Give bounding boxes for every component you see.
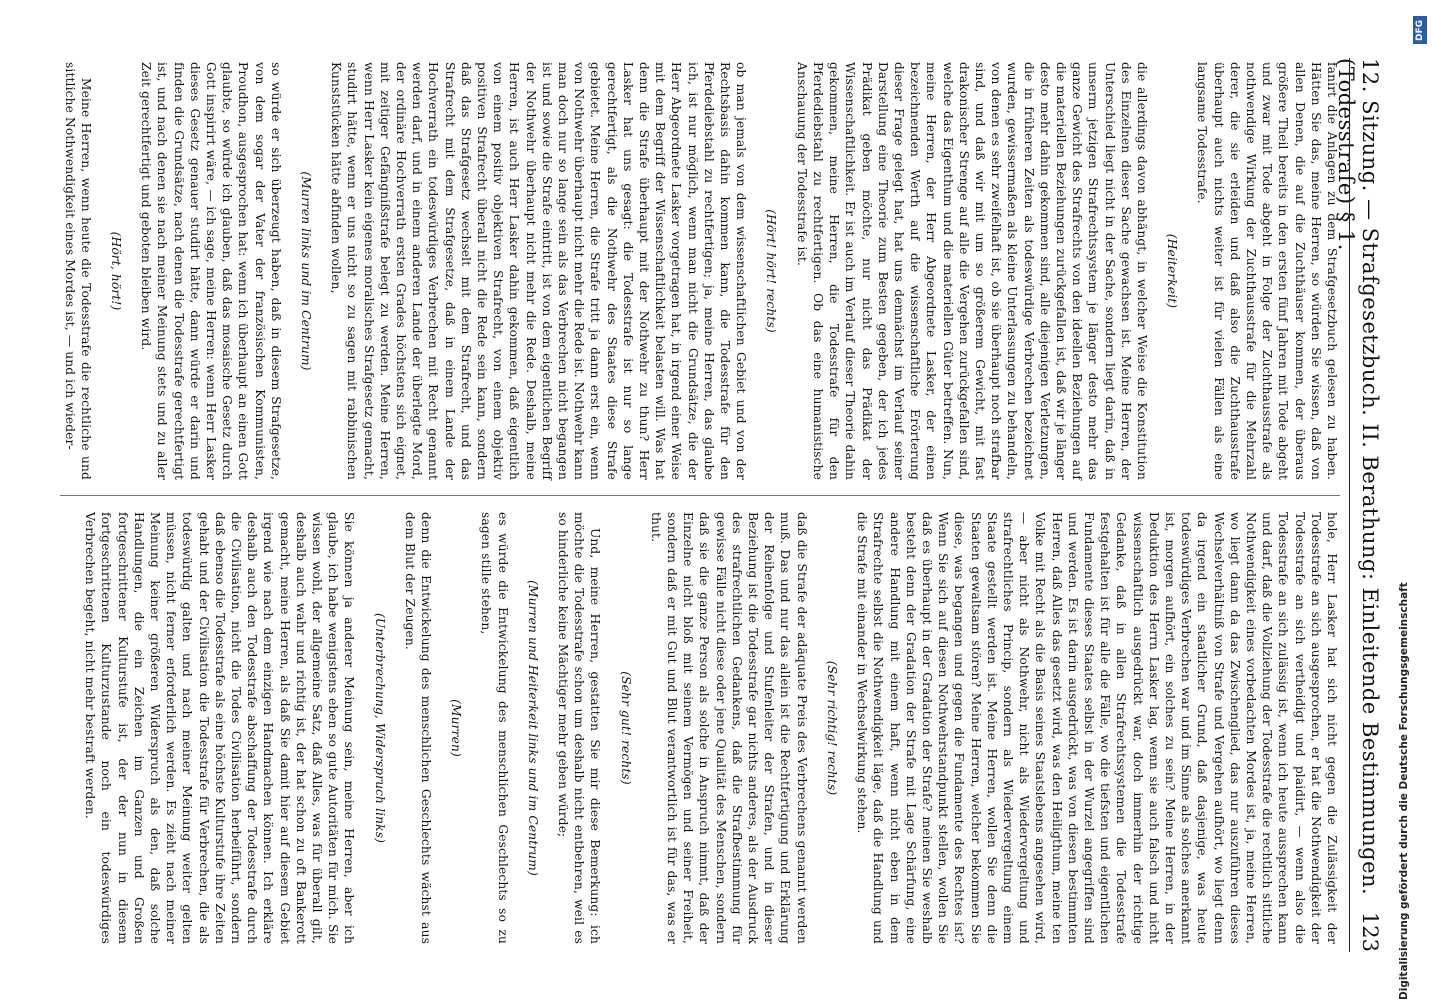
interjection: (Hört! hört! rechts)	[764, 209, 779, 333]
paragraph: denn die Entwickelung des menschlichen Geschlechts wächst aus dem Blut der Zeugen.	[402, 512, 434, 944]
page-header	[1334, 58, 1382, 952]
column-divider	[60, 495, 1340, 496]
digitization-credit: Digitalisierung gefördert durch die Deutsche Forschungsgemeinschaft	[1398, 582, 1410, 1000]
paragraph: fanirt die Anlagen zu dem Strafgesetzbuch gelesen zu haben. Hätten Sie das, meine Herren, so würden Sie wissen, daß von allen Denen, die auf die Zuchthäuser kommen, der überaus größere Theil bereits in den ersten fünf Jahren mit Tode abgeht und zwar mit Tode abgeht in Folge der Zuchthausstrafe als nothwendige Wirkung der Zuchthausstrafe für die Mehrzahl derer, die sie erleiden und daß also die Zuchthausstrafe überhaupt auch nichts weiter ist für vielen Fällen als eine langsame Todesstrafe.	[1195, 62, 1339, 480]
paragraph: daß die Strafe der adäquate Preis des Verbrechens genannt werden muß. Das und nur das allein ist die Rechtfertigung und Erklärung der Reihenfolge und Stufenleiter der Strafen, und in dieser Beziehung ist die Todesstrafe gar nichts anderes, als der Ausdruck des strafrechtlichen Gedankens, daß die Strafbestimmung für gewisse Fälle nicht diese oder jene Qualität des Menschen, sondern daß sie die ganze Person als solche in Anspruch nimmt, daß der Einzelne nicht bloß mit seinem Vermögen und seiner Freiheit, sondern daß er mit Gut und Blut verantwortlich ist für das, was er thut.	[648, 512, 809, 944]
interjection: (Murren links und im Centrum)	[299, 171, 314, 371]
paragraph: hole, Herr Lasker hat sich nicht gegen die Zulässigkeit der Todesstrafe an sich ausgesprochen, er hat die Nothwendigkeit der Todesstrafe an sich vertheidigt und plaidirt, — wenn also die Todesstrafe an sich zulässig ist, wenn ich heute aussprechen kann und darf, daß die Vollziehung der Todesstrafe die rechtlich sittliche Nothwendigkeit eines vorbedachten Mordes ist, ja, meine Herren, wo liegt dann da das Zwischenglied, das nur auszuführen dieses Wechselverhältniß von Strafe und Vergehen aufhört, wo liegt denn da irgend ein staatlicher Grund, daß dasjenige, was heute todeswürdiges Verbrechen war und im Sinne als solches anerkannt ist, morgen aufhört, ein solches zu sein? Meine Herren, in der Deduktion des Herrn Lasker lag, wenn sie auch falsch und nicht wissenschaftlich ausgedrückt war, doch immerhin der richtige Gedanke, daß in allen Strafrechtssystemen die Todesstrafe festgehalten ist für alle die Fälle, wo die tiefsten und eigentlichen Fundamente dieses Staates selbst in der Wurzel angegriffen sind und werden. Es ist darin ausgedrückt, was von diesen bestimmten Herren, daß Alles das gesetzt wird, was den Heiligthum, meine ten Volke mit Recht als die Basis seines Staatslebens angesehen wird, — aber nicht als Nothwehr, nicht als Wiedervergeltung und strafrechtliches Princip, sondern als Wiedervergeltung einem Staate gestellt werden ist. Meine Herren, wollen Sie denn die Staaten gewaltsam stören? Meine Herren, welcher bekommen Sie diese, was begangen und gegen die Fundamente des Rechtes ist? Wenn Sie sich auf diesen Nothwehrstandpunkt stellen, wollen Sie daß es überhaupt in der Gradation der Strafe? meinen Sie weshalb besteht denn der Gradation der Strafe mit Lage Schärfung, eine andere Handlung mit einem haft, wenn nicht eben in dem Strafrechte selbst die Nothwendigkeit läge, daß die Handlung und die Strafe mit einander in Wechselwirkung stehen.	[855, 512, 1339, 944]
interjection: (Sehr gut! rechts)	[618, 671, 633, 785]
interjection: (Murren)	[449, 699, 464, 757]
paragraph: ob man jemals von dem wissenschaftlichen Gebiet und von der Rechtsbasis dahin kommen kann, die Todesstrafe für den Pferdediebstahl zu rechtfertigen; ja, meine Herren, das glaube ich, ist nur möglich, wenn man nicht die Grundsätze, die der Herr Abgeordnete Lasker vorgetragen hat, in irgend einer Weise mit dem Begriff der Wissenschaftlichkeit belasten will. Was hat denn die Strafe überhaupt mit der Nothwehr zu thun? Herr Lasker hat uns gesagt: die Todesstrafe ist nur so lange gerechtfertigt, als die Nothwehr des Staates diese Strafe gebietet. Meine Herren, die Strafe tritt ja dann erst ein, wenn von Nothwehr überhaupt nicht mehr die Rede ist. Nothwehr kann man doch nur so lange sein als das Verbrechen nicht begangen ist und sowie die Strafe eintritt, ist von dem eigentlichen Begriff der Nothwehr überhaupt nicht mehr die Rede. Deshalb, meine Herren, ist auch Herr Lasker dahin gekommen, daß eigentlich von einem positiv objektiven Strafrecht, von einem objektiv positiven Strafrecht überall nicht die Rede sein kann, sondern daß das Strafgesetz wechselt mit dem Strafrecht, und das Strafrecht mit dem Strafgesetze, daß in einem Lande der Hochverrath ein todeswürdiges Verbrechen mit Recht genannt werden darf, und in einem anderen Lande der überlegte Mord, der ordinäre Hochverrath ersten Grades höchstens sich eignet, mit zeitiger Gefängnißstrafe belegt zu werden. Meine Herren, wenn Herr Lasker kein eigenes moralisches Strafgesetz gemacht, studirt hätte, wenn er uns nicht so zu sagen mit rabbinischen Kunststücken hätte abfinden wollen,	[329, 62, 749, 480]
paragraph: Und, meine Herren, gestatten Sie mir diese Bemerkung: ich möchte die Todesstrafe schon um deshalb nicht entbehren, weil es so hinderliche keine Mächtiger mehr geben würde;	[556, 512, 603, 944]
text-column-right	[78, 512, 1340, 944]
paragraph: Sie können ja anderer Meinung sein, meine Herren, aber ich glaube, ich habe wenigstens eben so gute Autoritäten für mich. Sie wissen wohl, der allgemeine Satz, daß Alles, was für überall gilt, deshalb auch wahr und richtig ist, der hat schon zu oft Bankerott gemacht, meine Herren, als daß Sie damit hier auf diesem Gebiet irgend wie nach dem einzigen Handmachen können. Ich erkläre deshalb auch den Todesstrafe abschaffung der Todesstrafe durch die Civilisation, nicht die Todes Civilisation herbeiführt, sondern daß ebenso die Todesstrafe als eine höchste Kulturstufe ihre Zeiten gehabt und der Civilisation die Todesstrafe für Verbrechen, die als todeswürdig galten und nach meiner Meinung weiter gelten müssen, nicht ferner erforderlich werden. Es zieht nach meiner Meinung keiner größeren Widerspruch als den, daß solche Handlungen, die ein Zeichen im Ganzen und Großen fortgeschrittener Kulturstufe ist, der der nun in diesem fortgeschrittenen Kulturzustande noch ein todeswürdiges Verbrechen begeht, nicht mehr bestraft werden.	[83, 512, 357, 944]
paragraph: Meine Herren, wenn heute die Todesstrafe die rechtliche und sittliche Nothwendigkeit eines Mordes ist, — und ich wieder-	[62, 62, 93, 480]
page-number: 123	[1358, 911, 1382, 952]
paragraph: die allerdings davon abhängt, in welcher Weise die Konstitution des Einzelnen dieser Sache gewachsen ist. Meine Herren, der Unterschied liegt nicht in der Sache, sondern liegt darin, daß in unserm jetzigen Strafrechtssystem je länger desto mehr das ganze Gewicht des Strafrechts von den ideellen Beziehungen auf die materiellen Beziehungen zurückgefallen ist, daß wir je länger desto mehr dahin gekommen sind, alle diejenigen Verletzungen, die in früheren Zeiten als todeswürdige Verbrechen bezeichnet wurden, gewissermaßen als kleine Unterlassungen zu behandeln, von denen es sehr zweifelhaft ist, ob sie überhaupt noch strafbar sind, und daß wir mit um so größerem Gewicht, mit fast drakonischer Strenge auf alle die Vergehen zurückgefallen sind, welche das Eigenthum und die materiellen Güter betreffen. Nun, meine Herren, der Herr Abgeordnete Lasker, der einen bezeichnenden Werth auf die wissenschaftliche Erörterung dieser Frage gelegt hat, hat uns demnächst im Verlauf seiner Darstellung eine Theorie zum Besten gegeben, der ich jedes Prädikat geben möchte, nur nicht das Prädikat der Wissenschaftlichkeit. Er ist auch im Verlauf dieser Theorie dahin gekommen, meine Herren, die Todesstrafe für den Pferdediebstahl zu rechtfertigen. Ob das eine humanistische Anschauung der Todesstrafe ist.	[794, 62, 1149, 480]
interjection: (Hört, hört!)	[108, 231, 123, 311]
running-head: 12. Sitzung. — Strafgesetzbuch. II. Berathung: Einleitende Bestimmungen. (Todesstrafe) § 1.	[1334, 58, 1382, 896]
interjection: (Heiterkeit)	[1165, 233, 1180, 309]
text-column-left	[57, 62, 1340, 480]
interjection: (Murren und Heiterkeit links und im Centrum)	[525, 580, 540, 876]
interjection: (Sehr richtig! rechts)	[824, 660, 839, 796]
header-rule	[1349, 58, 1350, 952]
paragraph: es würde die Entwickelung des menschlichen Geschlechts so zu sagen stille stehen,	[479, 512, 510, 944]
paragraph: so würde er sich überzeugt haben, daß in diesem Strafgesetze, von dem sogar der Vater der französischen Kommunisten, Proudhon, ausgesprochen hat: wenn ich überhaupt an einen Gott glaubte, so würde ich glauben, daß das mosaische Gesetz durch Gott inspirirt wäre, — ich sage, meine Herren: wenn Herr Lasker dieses Gesetz genauer studirt hätte, dann würde er darin und finden die Grundsätze, nach denen die Todesstrafe gerechtfertigt ist, und nach denen sie nach meiner Meinung stets und zu aller Zeit gerechtfertigt und geboten bleiben wird.	[139, 62, 283, 480]
interjection: (Unterbrechung, Widerspruch links)	[372, 612, 387, 844]
dfg-logo: DFG	[1413, 16, 1427, 44]
